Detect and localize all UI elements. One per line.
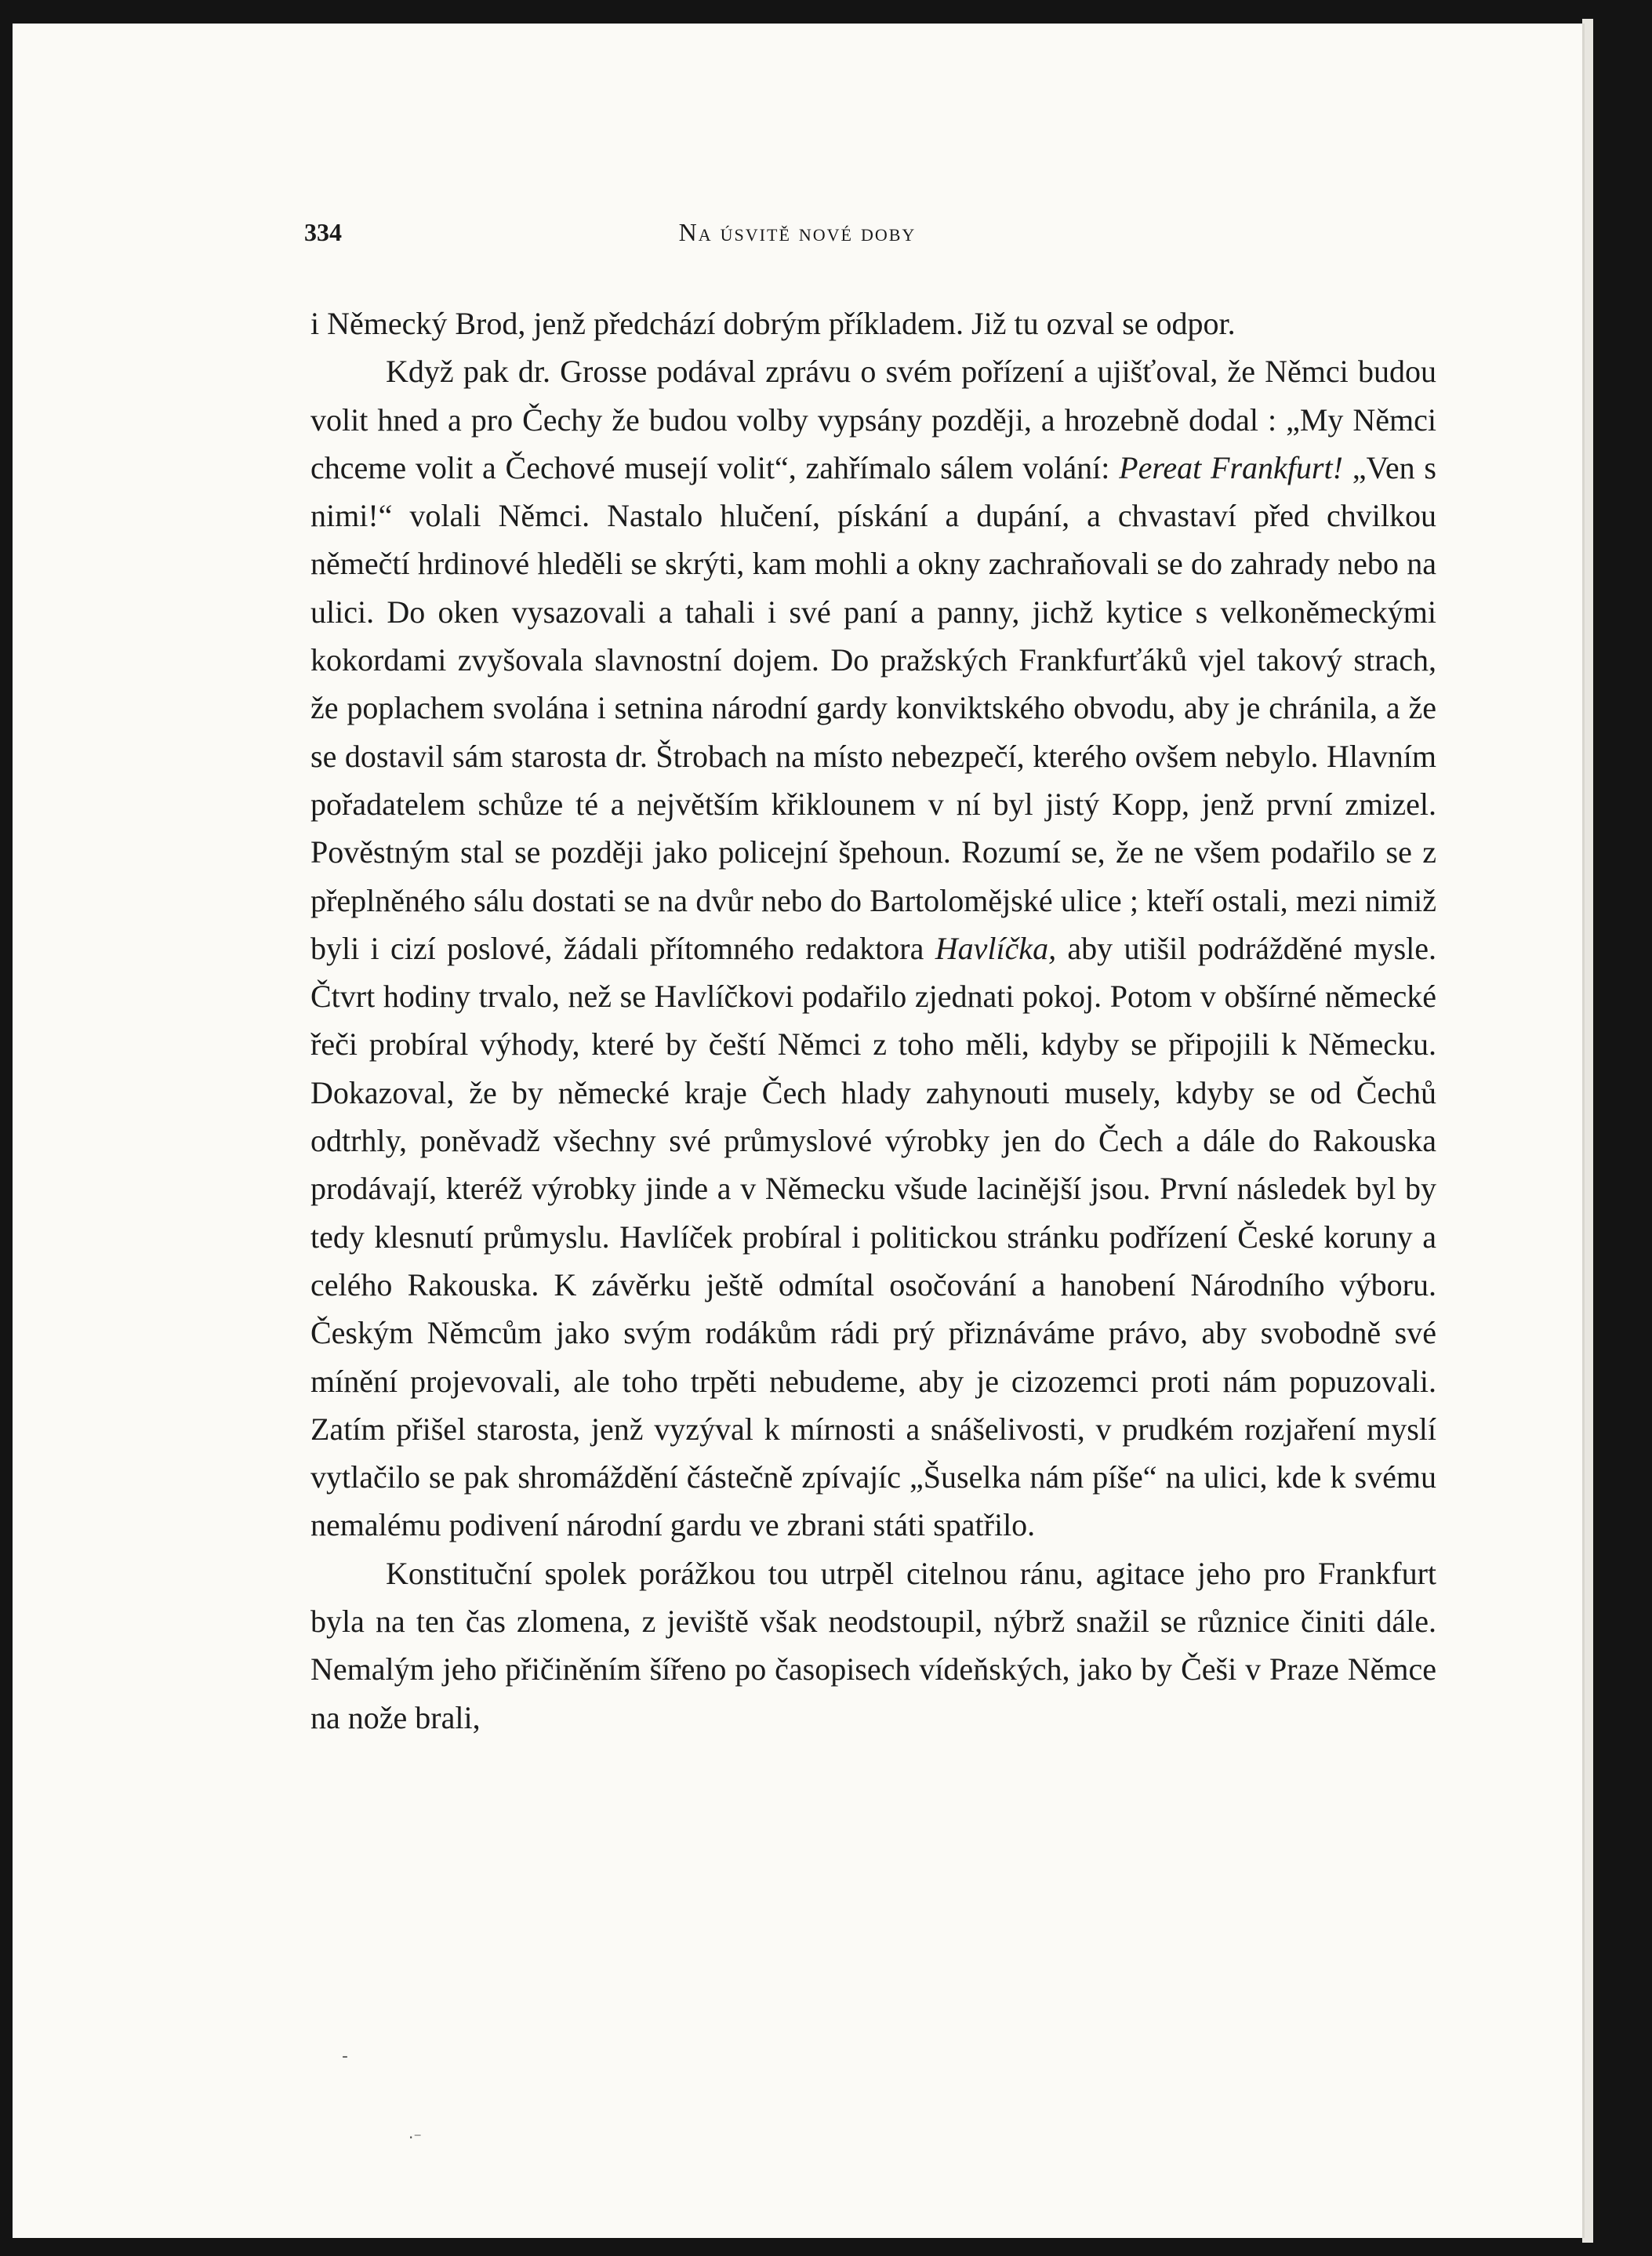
body-text xyxy=(310,300,1436,1742)
paragraph-1-part-3: aby utišil podrážděné mysle. Čtvrt hodiny trvalo, než se Havlíčkovi podařilo zjednati pokoj. Potom v obšírné německé řeči probíral výhody, které by čeští Němci z toho měli, kdyby se připojili k Německu. Dokazoval, že by německé kraje Čech hlady zahynouti musely, kdyby se od Čechů odtrhly, poněvadž všechny své průmyslové výrobky jen do Čech a dále do Rakouska prodávají, kteréž výrobky jinde a v Německu všude lacinější jsou. První následek byl by tedy klesnutí průmyslu. Havlíček probíral i politickou stránku podřízení České koruny a celého Rakouska. K závěrku ještě odmítal osočování a hanobení Národního výboru. Českým Němcům jako svým rodákům rádi prý přiznáváme právo, aby svobodně své mínění projevovali, ale toho trpěti nebudeme, aby je cizozemci proti nám popuzovali. Zatím přišel starosta, jenž vyzýval k mírnosti a snášelivosti, v prudkém rozjaření myslí vytlačilo se pak shromáždění částečně zpívajíc „Šuselka nám píše“ na ulici, kde k svému nemalému podivení národní gardu ve zbrani státi spatřilo. xyxy=(310,930,1437,1543)
page-header xyxy=(13,218,1582,249)
italic-name-havlicka: Havlíčka, xyxy=(935,930,1057,966)
paragraph-1 xyxy=(310,347,1436,1549)
paragraph-1-part-1: Když pak dr. Grosse podával zprávu o svém pořízení a ujišťoval, že Němci budou volit hned a pro Čechy že budou volby vypsány později, a hrozebně dodal : „My Němci chceme volit a Čechové musejí volit“, zahřímalo sálem volání: xyxy=(310,354,1436,485)
paragraph-2: Konstituční spolek porážkou tou utrpěl citelnou ránu, agitace jeho pro Frankfurt byla na ten čas zlomena, z jeviště však neodstoupil, nýbrž snažil se různice činiti dále. Nemalým jeho přičiněním šířeno po časopisech vídeňských, jako by Češi v Praze Němce na nože brali, xyxy=(310,1555,1436,1735)
book-page xyxy=(13,24,1585,2238)
paragraph-1-part-2: „Ven s nimi!“ volali Němci. Nastalo hlučení, pískání a dupání, a chvastaví před chvilkou němečtí hrdinové hleděli se skrýti, kam mohli a okny zachraňovali se do zahrady nebo na ulici. Do oken vysazovali a tahali i své paní a panny, jichž kytice s velkoněmeckými kokordami zvyšovala slavnostní dojem. Do pražských Frankfurťáků vjel takový strach, že poplachem svolána i setnina národní gardy konviktského obvodu, aby je chránila, a že se dostavil sám starosta dr. Štrobach na místo nebezpečí, kterého ovšem nebylo. Hlavním pořadatelem schůze té a největším křiklounem v ní byl jistý Kopp, jenž první zmizel. Pověstným stal se později jako policejní špehoun. Rozumí se, že ne všem podařilo se z přeplněného sálu dostati se na dvůr nebo do Bartolomějské ulice ; kteří ostali, mezi nimiž byli i cizí poslové, žádali přítomného redaktora xyxy=(310,449,1437,966)
italic-phrase-pereat-frankfurt: Pereat Frankfurt! xyxy=(1119,449,1343,485)
scan-speck: - xyxy=(342,2047,348,2066)
page-number: 334 xyxy=(304,218,342,246)
paragraph-continuation: i Německý Brod, jenž předchází dobrým příkladem. Již tu ozval se odpor. xyxy=(310,306,1236,341)
running-head: Na úsvitě nové doby xyxy=(678,218,917,246)
scan-speck: ·⁻ xyxy=(408,2128,422,2147)
